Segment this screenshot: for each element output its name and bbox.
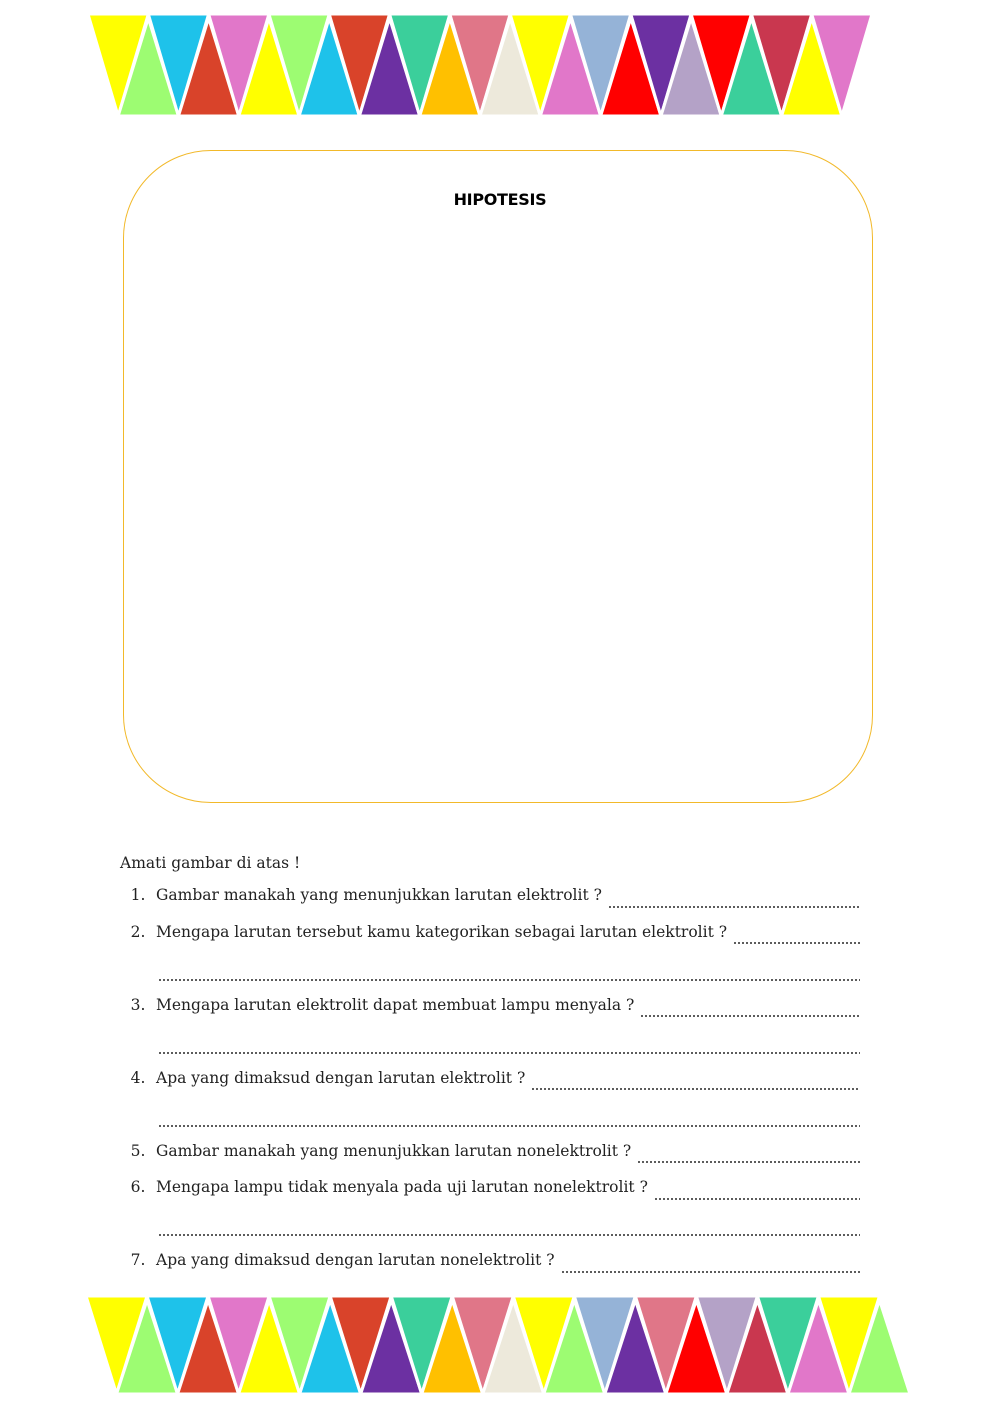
answer-line[interactable] xyxy=(158,978,860,982)
hypothesis-box xyxy=(123,150,873,803)
question-text: Mengapa larutan tersebut kamu kategorikan sebagai larutan elektrolit ? xyxy=(156,922,728,941)
answer-continuation-row xyxy=(120,1032,860,1069)
question-text: Mengapa larutan elektrolit dapat membuat lampu menyala ? xyxy=(156,995,635,1014)
answer-line[interactable] xyxy=(158,1051,860,1055)
bunting-top-svg xyxy=(0,0,1000,125)
question-number: 7. xyxy=(130,1251,146,1269)
question-number: 4. xyxy=(130,1068,146,1087)
question-number: 2. xyxy=(130,922,146,941)
answer-line[interactable] xyxy=(733,941,860,945)
answer-line[interactable] xyxy=(608,905,860,909)
hypothesis-title: HIPOTESIS xyxy=(453,190,547,209)
answer-continuation-row xyxy=(120,959,860,996)
question-text: Apa yang dimaksud dengan larutan elektrolit ? xyxy=(156,1068,526,1087)
question-text: Apa yang dimaksud dengan larutan nonelektrolit ? xyxy=(156,1251,555,1269)
answer-continuation-row xyxy=(120,1105,860,1142)
bunting-bottom-decoration xyxy=(0,1290,1000,1400)
question-item xyxy=(120,1142,860,1179)
bunting-bottom-svg xyxy=(0,1290,1000,1400)
answer-continuation-row xyxy=(120,1215,860,1252)
answer-line[interactable] xyxy=(654,1197,860,1201)
answer-line[interactable] xyxy=(637,1160,860,1164)
question-item xyxy=(120,1178,860,1215)
question-number: 1. xyxy=(130,886,146,904)
instruction-text: Amati gambar di atas ! xyxy=(120,854,301,872)
question-item xyxy=(120,886,860,923)
answer-line[interactable] xyxy=(561,1270,860,1274)
question-text: Gambar manakah yang menunjukkan larutan nonelektrolit ? xyxy=(156,1141,632,1160)
question-item xyxy=(120,996,860,1033)
bunting-top-decoration xyxy=(0,0,1000,125)
question-number: 3. xyxy=(130,995,146,1014)
answer-line[interactable] xyxy=(640,1014,860,1018)
answer-line[interactable] xyxy=(531,1087,860,1091)
question-number: 6. xyxy=(130,1178,146,1196)
question-item xyxy=(120,923,860,960)
question-list xyxy=(120,850,860,1288)
question-text: Mengapa lampu tidak menyala pada uji larutan nonelektrolit ? xyxy=(156,1178,648,1196)
question-item xyxy=(120,1251,860,1288)
answer-line[interactable] xyxy=(158,1124,860,1128)
question-item xyxy=(120,1069,860,1106)
answer-line[interactable] xyxy=(158,1233,860,1237)
question-text: Gambar manakah yang menunjukkan larutan elektrolit ? xyxy=(156,886,602,904)
question-number: 5. xyxy=(130,1141,146,1160)
